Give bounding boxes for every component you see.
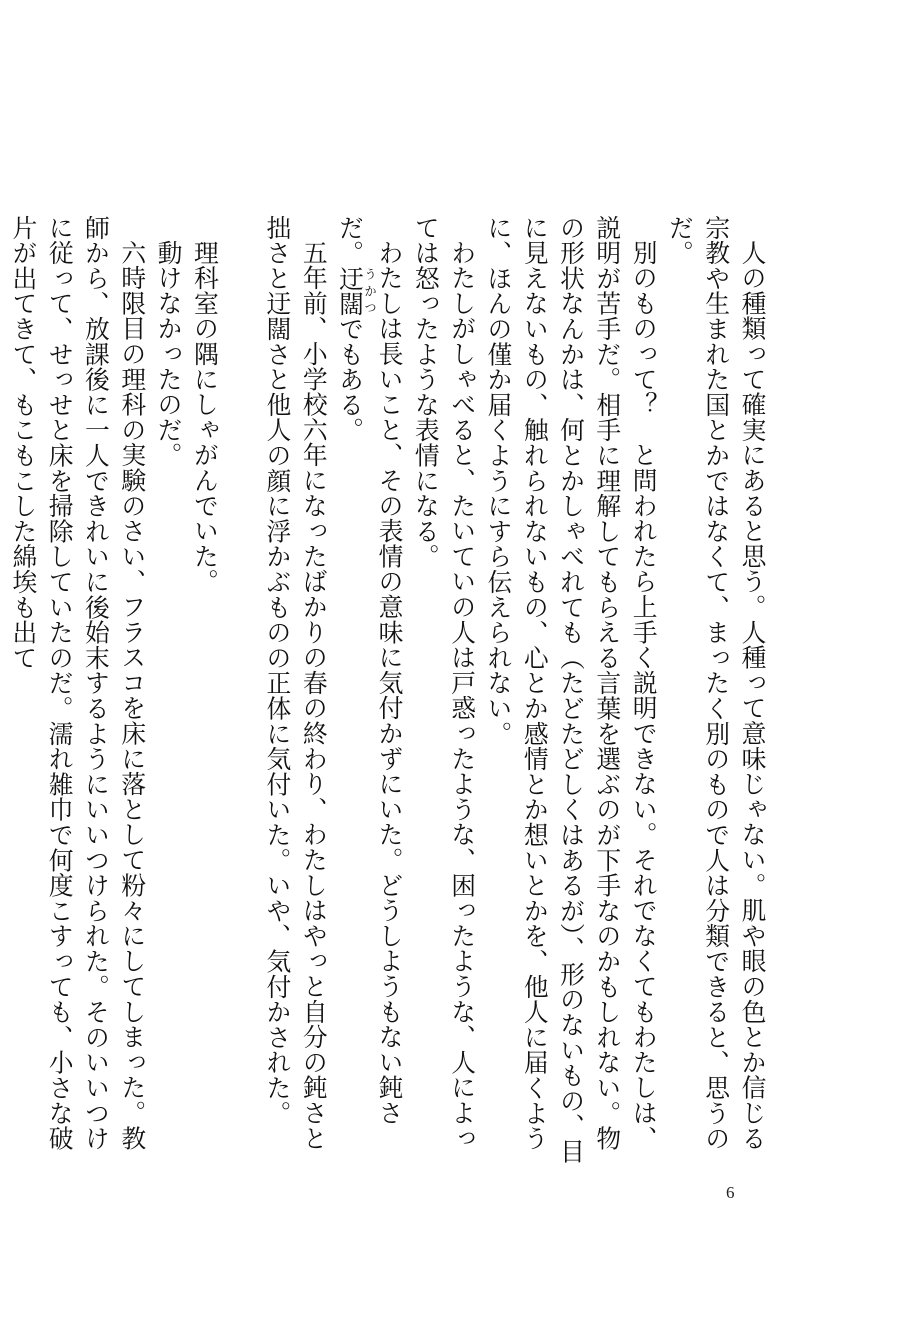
paragraph-7: 動けなかったのだ。 (154, 239, 184, 468)
section-break (222, 215, 258, 1175)
paragraph-3: わたしがしゃべると、たいていの人は戸惑ったような、困ったような、人によっては怒ったような表情になる。 (411, 215, 477, 1151)
ruby-ukatsu (335, 265, 378, 317)
paragraph-8: 六時限目の理科の実験のさい、フラスコを床に落として粉々にしてしまった。教師から、放課後に一人できれいに後始末するようにいいつけられた。そのいいつけに従って、せっせと床を掃除していたのだ。濡れ雑巾で何度こすっても、小さな破片が出てきて、もこもこした綿埃も出て (8, 215, 147, 1152)
paragraph-4-tail: でもある。 (335, 316, 365, 443)
paragraph-4-text: わたしは長いこと、その表情の意味に気付かずにいた。どうしようもない鈍さだ。 (335, 215, 405, 1126)
paragraph-6: 理科室の隅にしゃがんでいた。 (190, 239, 220, 594)
ruby-reading: うかつ (362, 265, 378, 317)
paragraph-2: 別のものって？ と問われたら上手く説明できない。それでなくてもわたしは、説明が苦手だ。相手に理解してもらえる言葉を選ぶのが下手なのかもしれない。物の形状なんかは、何とかしゃべれても（たどたどしくはあるが）、形のないもの、目に見えないもの、触れられないもの、心とか感情とか想いとかを、他人に届くように、ほんの僅か届くようにすら伝えられない。 (483, 215, 659, 1164)
ruby-base: 迂闊 (335, 265, 365, 317)
vertical-text-body (8, 215, 770, 1175)
paragraph-1: 人の種類って確実にあると思う。人種って意味じゃない。肌や眼の色とか信じる宗教や生まれた国とかではなくて、まったく別のもので人は分類できると、思うのだ。 (665, 215, 767, 1152)
paragraph-4 (331, 215, 407, 1175)
page-number: 6 (726, 1183, 735, 1202)
paragraph-5: 五年前、小学校六年になったばかりの春の終わり、わたしはやっと自分の鈍さと拙さと迂闊さと他人の顔に浮かぶものの正体に気付いた。いや、気付かされた。 (262, 215, 329, 1151)
